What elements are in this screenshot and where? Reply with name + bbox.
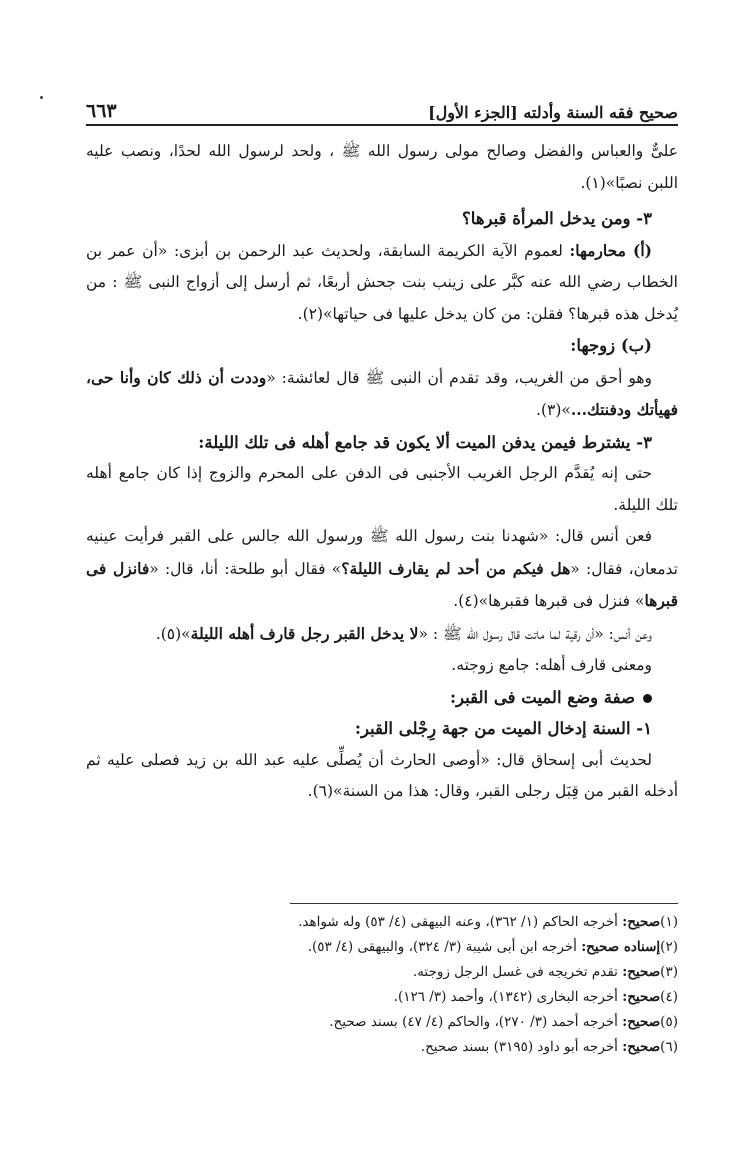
paragraph-husband [86,362,678,427]
paragraph-stranger: حتى إنه يُقدَّم الرجل الغريب الأجنبى فى الدفن على المحرم والزوج إذا كان جامع أهله تلك الليلة. [86,464,678,514]
footnote-divider [290,903,678,904]
paragraph-anas-2 [86,618,678,651]
footnote-text: أخرجه أبو داود (٣١٩٥) بسند صحيح. [420,1039,623,1055]
hadith-quote-anas-2: فانزل فى قبرها [86,558,678,610]
paragraph-mahram [86,235,678,331]
paragraph-anas-1 [86,521,678,618]
text-anas-2a: وعن أنس: «أن رقية لما ماتت قال رسول الله ﷺ : « [418,624,652,643]
footnote-4 [120,985,678,1010]
page-header [86,92,678,126]
text-anas-1a: فعن أنس قال: «شهدنا بنت رسول الله ﷺ ورسول الله جالس على القبر فرأيت عينيه تدمعان، فقال: « [86,527,678,578]
heading-condition-burier: ٣- يشترط فيمن يدفن الميت ألا يكون قد جامع أهله فى تلك الليلة: [198,432,652,452]
footnote-number: (٣) [660,964,678,980]
ref-3: »(٣). [536,401,571,419]
footnotes [120,910,678,1060]
ref-5: »(٥). [155,624,191,643]
footnote-grade: صحيح: [622,989,661,1005]
footnote-grade: صحيح: [622,914,661,930]
footnote-3 [120,960,678,985]
section-placing-dead [86,682,678,714]
footnote-number: (١) [660,914,678,930]
heading-husband: (ب) زوجها: [570,336,652,355]
footnote-6 [120,1035,678,1060]
section-title: صفة وضع الميت فى القبر: [449,687,635,707]
footnote-number: (٥) [660,1014,678,1030]
margin-mark [40,96,43,99]
paragraph-abu-ishaq: لحديث أبى إسحاق قال: «أوصى الحارث أن يُصلِّى عليه عبد الله بن زيد فصلى عليه ثم أدخله القبر من قِبَل رجلى القبر، وقال: هذا من السنة»(٦). [86,750,678,800]
footnote-number: (٦) [660,1039,678,1055]
label-mahram: (أ) محارمها: [569,240,652,260]
text-anas-1c: » فنزل فى قبرها فقبرها»(٤). [453,592,645,610]
paragraph-meaning: ومعنى قارف أهله: جامع زوجته. [451,656,652,674]
text-anas-1b: » فقال أبو طلحة: أنا، قال: « [149,559,342,578]
paragraph-continuation: علىٌّ والعباس والفضل وصالح مولى رسول الله ﷺ ، ولحد لرسول الله لحدًا، ونصب عليه اللبن نصبًا»(١). [86,142,678,192]
footnote-2 [120,935,678,960]
hadith-quote-anas-1: هل فيكم من أحد لم يقارف الليلة؟ [341,558,571,578]
main-text [86,136,678,808]
page-number: ٦٦٣ [86,100,117,122]
bullet-icon [643,694,652,703]
running-title: صحيح فقه السنة وأدلته [الجزء الأول] [428,103,678,122]
hadith-quote-aisha: وددت أن ذلك كان وأنا حى، فهيأتك ودفنتك... [86,367,678,419]
footnote-text: أخرجه البخارى (١٣٤٢)، وأحمد (٣/ ١٢٦). [393,989,623,1005]
footnote-number: (٢) [660,939,678,955]
heading-sunnah-entry: ١- السنة إدخال الميت من جهة رِجْلى القبر: [354,719,652,738]
footnote-1 [120,910,678,935]
footnote-text: أخرجه الحاكم (١/ ٣٦٢)، وعنه البيهقى (٤/ ٥٣) وله شواهد. [298,914,623,930]
footnote-grade: صحيح: [622,1014,661,1030]
footnote-text: تقدم تخريجه فى غسل الرجل زوجته. [412,964,623,980]
hadith-quote-ruqayya: لا يدخل القبر رجل قارف أهله الليلة [190,623,419,643]
footnote-grade: صحيح: [622,964,661,980]
footnote-grade: صحيح: [622,1039,661,1055]
footnote-text: أخرجه أحمد (٣/ ٢٧٠)، والحاكم (٤/ ٤٧) بسند صحيح. [329,1014,623,1030]
footnote-5 [120,1010,678,1035]
heading-who-enters-woman-grave: ٣- ومن يدخل المرأة قبرها؟ [462,209,652,228]
text-husband: وهو أحق من الغريب، وقد تقدم أن النبى ﷺ قال لعائشة: « [266,368,652,387]
footnote-grade: إسناده صحيح: [581,939,661,955]
footnote-number: (٤) [660,989,678,1005]
footnote-text: أخرجه ابن أبى شيبة (٣/ ٣٢٤)، والبيهقى (٤/ ٥٣). [307,939,582,955]
text-mahram: لعموم الآية الكريمة السابقة، ولحديث عبد الرحمن بن أبزى: «أن عمر بن الخطاب رضي الله عنه كبَّر على زينب بنت جحش أربعًا، ثم أرسل إلى أزواج النبى ﷺ : من يُدخل هذه قبرها؟ فقلن: من كان يدخل عليها فى حياتها»(٢). [86,241,678,323]
